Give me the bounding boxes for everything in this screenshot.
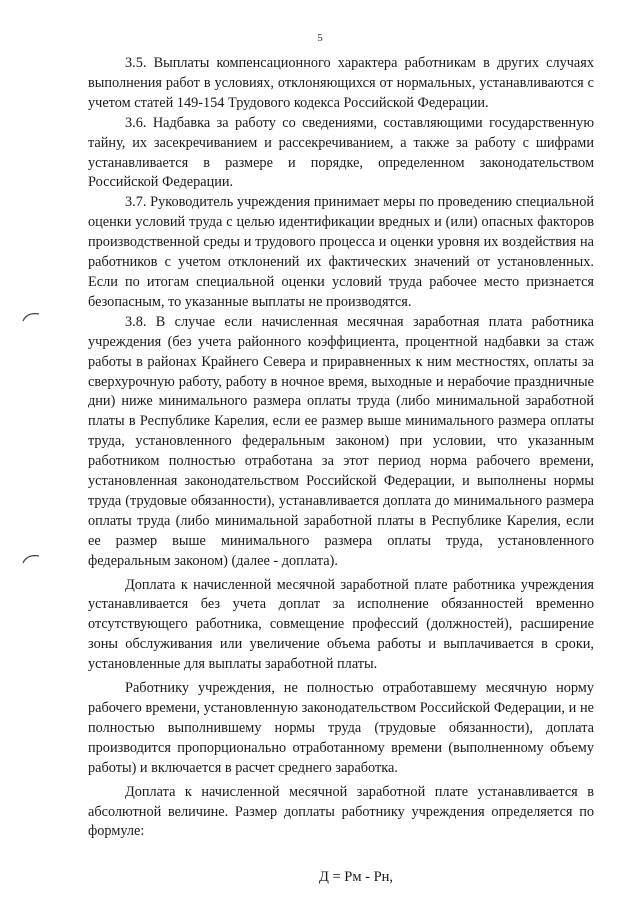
paragraph-3-5: 3.5. Выплаты компенсационного характера работникам в других случаях выполнения работ в условиях, отклоняющихся от нормальных, устанавливаются с учетом статей 149-154 Трудового кодекса Российской Федерации. (88, 55, 594, 111)
paragraph-supplement-basis: Доплата к начисленной месячной заработной плате работника учреждения устанавливается без учета доплат за исполнение обязанностей временно отсутствующего работника, совмещение профессий (должностей), расширение зоны обслуживания или увеличение объема работы и выплачивается в сроки, установленные для выплаты заработной платы. (88, 576, 594, 673)
page-number: 5 (317, 32, 323, 44)
punch-hole-mark-upper (22, 309, 40, 323)
formula: Д = Рм - Рн, (318, 869, 394, 886)
paragraph-supplement-proportional: Работнику учреждения, не полностью отработавшему месячную норму рабочего времени, установленную законодательством Российской Федерации, и не полностью выполнившему нормы труда (трудовые обязанности), доплата производится пропорционально отработанному времени (выполненному объему работы) и включается в расчет среднего заработка. (88, 680, 594, 776)
punch-hole-mark-lower (22, 551, 40, 565)
paragraph-3-6: 3.6. Надбавка за работу со сведениями, составляющими государственную тайну, их засекречиванием и рассекречиванием, а также за работу с шифрами устанавливается в размере и порядке, определенном законодательством Российской Федерации. (88, 114, 594, 191)
paragraph-3-8: 3.8. В случае если начисленная месячная заработная плата работника учреждения (без учета районного коэффициента, процентной надбавки за стаж работы в районах Крайнего Севера и приравненных к ним местностях, оплаты за сверхурочную работу, работу в ночное время, выходные и нерабочие праздничные дни) ниже минимального размера оплаты труда (либо минимальной заработной платы в Республике Карелия, если ее размер выше минимального размера оплаты труда, установленного федеральным законом) при условии, что указанным работником полностью отработана за этот период норма рабочего времени, установленная законодательством Российской Федерации, и выполнены нормы труда (трудовые обязанности), устанавливается доплата до минимального размера оплаты труда (либо минимальной заработной платы в Республике Карелия, если ее размер выше минимального размера оплаты труда, установленного федеральным законом) (далее - доплата). (88, 313, 594, 569)
paragraph-3-7: 3.7. Руководитель учреждения принимает меры по проведению специальной оценки условий труда с целью идентификации вредных и (или) опасных факторов производственной среды и трудового процесса и оценки уровня их воздействия на работников с учетом отклонений их фактических значений от установленных. Если по итогам специальной оценки условий труда рабочее место признается безопасным, то указанные выплаты не производятся. (88, 194, 594, 310)
document-body (88, 54, 594, 888)
paragraph-supplement-formula-intro: Доплата к начисленной месячной заработной плате устанавливается в абсолютной величине. Размер доплаты работнику учреждения определяется по формуле: (88, 783, 594, 840)
